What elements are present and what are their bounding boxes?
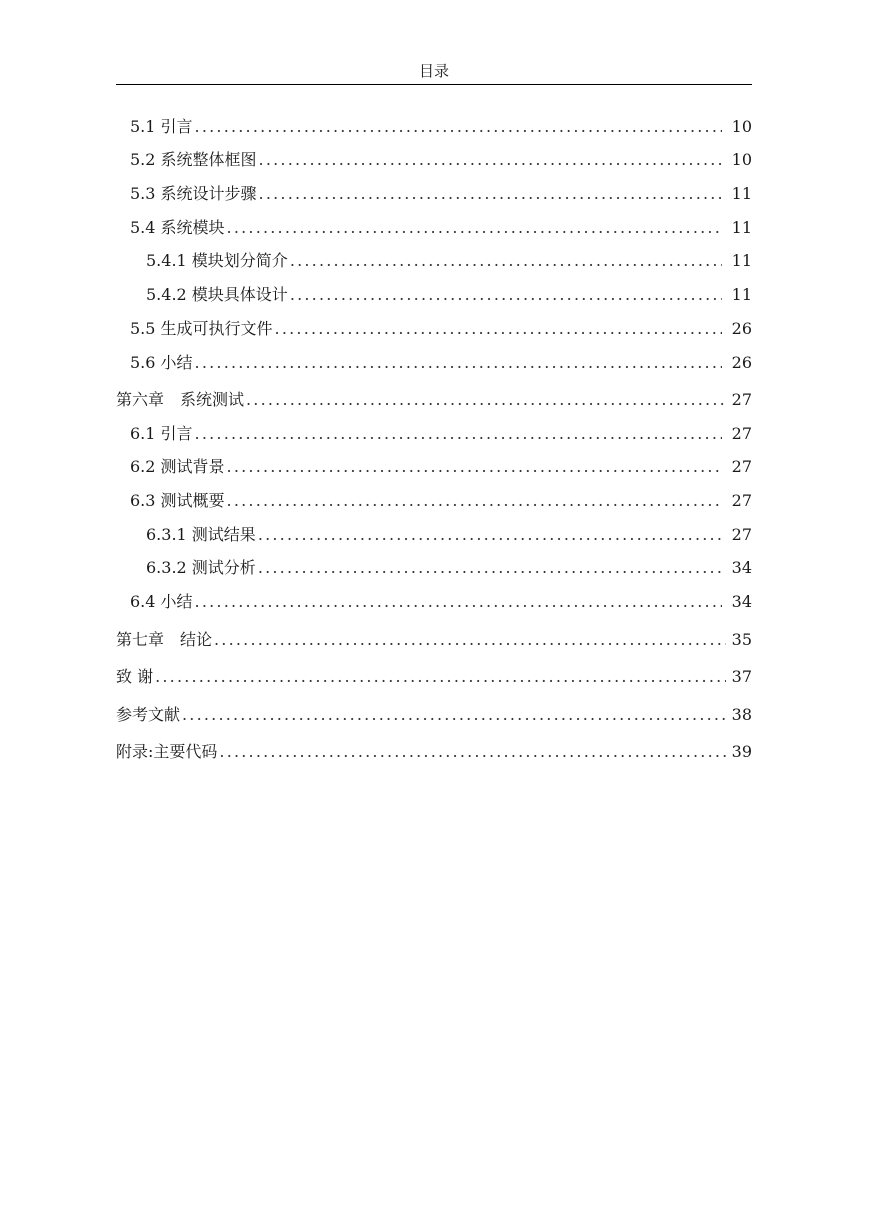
toc-leader-dots — [275, 318, 722, 340]
toc-leader-dots — [290, 284, 722, 306]
toc-leader-dots — [246, 389, 726, 411]
toc-chapter-entry[interactable] — [116, 651, 752, 689]
toc-entry-title: 第六章 系统测试 — [116, 390, 245, 409]
toc-entry[interactable] — [116, 445, 752, 479]
toc-entry-title: 致 谢 — [116, 667, 154, 687]
table-of-contents — [116, 104, 752, 763]
page-header — [116, 58, 752, 85]
toc-entry-title: 参考文献 — [116, 704, 181, 724]
toc-chapter-entry[interactable] — [116, 613, 752, 651]
toc-entry-page: 10 — [731, 116, 752, 136]
toc-entry[interactable] — [116, 171, 752, 205]
toc-entry-page: 27 — [731, 524, 752, 544]
toc-entry[interactable] — [116, 306, 752, 340]
toc-entry-title: 5.4.2 模块具体设计 — [146, 285, 288, 305]
toc-entry[interactable] — [116, 272, 752, 306]
toc-entry-title: 附录:主要代码 — [116, 742, 218, 762]
toc-entry-page: 26 — [731, 318, 752, 338]
toc-entry-page: 34 — [731, 592, 752, 612]
toc-entry-title: 6.2 测试背景 — [130, 457, 225, 477]
toc-entry-page: 39 — [731, 742, 752, 762]
toc-entry-page: 11 — [731, 184, 752, 204]
toc-entry-page: 34 — [731, 558, 752, 578]
toc-entry-page: 11 — [731, 251, 752, 271]
toc-leader-dots — [227, 456, 722, 478]
toc-leader-dots — [258, 557, 722, 579]
toc-leader-dots — [227, 490, 722, 512]
toc-entry-page: 38 — [731, 704, 752, 724]
toc-leader-dots — [290, 250, 722, 272]
toc-entry-title: 5.1 引言 — [130, 116, 193, 136]
toc-leader-dots — [219, 741, 725, 763]
toc-entry-page: 11 — [731, 217, 752, 237]
toc-entry-page: 27 — [731, 457, 752, 477]
toc-entry-title: 5.6 小结 — [130, 352, 193, 372]
toc-leader-dots — [182, 704, 726, 726]
toc-leader-dots — [195, 116, 722, 138]
toc-entry-page: 27 — [731, 423, 752, 443]
toc-entry-page: 27 — [731, 390, 752, 409]
toc-entry-title: 6.1 引言 — [130, 423, 193, 443]
toc-entry-title: 6.3 测试概要 — [130, 491, 225, 511]
toc-entry-page: 35 — [731, 629, 752, 649]
page-header-title: 目录 — [418, 62, 449, 80]
toc-leader-dots — [155, 666, 726, 688]
toc-entry-page: 27 — [731, 491, 752, 511]
toc-chapter-entry[interactable] — [116, 726, 752, 764]
toc-entry[interactable] — [116, 104, 752, 138]
toc-entry[interactable] — [116, 546, 752, 580]
toc-leader-dots — [227, 217, 722, 239]
toc-entry-title: 6.3.1 测试结果 — [146, 524, 256, 544]
toc-leader-dots — [214, 629, 726, 651]
toc-entry-page: 37 — [731, 667, 752, 687]
toc-entry[interactable] — [116, 411, 752, 445]
toc-chapter-entry[interactable] — [116, 374, 752, 412]
toc-entry-page: 26 — [731, 352, 752, 372]
toc-leader-dots — [195, 591, 722, 613]
toc-entry[interactable] — [116, 512, 752, 546]
toc-entry-title: 5.4 系统模块 — [130, 217, 225, 237]
toc-entry-title: 5.4.1 模块划分简介 — [146, 251, 288, 271]
toc-entry[interactable] — [116, 478, 752, 512]
toc-entry[interactable] — [116, 205, 752, 239]
toc-entry-title: 6.4 小结 — [130, 592, 193, 612]
toc-leader-dots — [195, 423, 722, 445]
toc-entry-title: 5.5 生成可执行文件 — [130, 318, 273, 338]
toc-entry[interactable] — [116, 239, 752, 273]
toc-leader-dots — [259, 183, 722, 205]
toc-entry[interactable] — [116, 579, 752, 613]
toc-entry-title: 第七章 结论 — [116, 629, 213, 649]
toc-entry-page: 10 — [731, 150, 752, 170]
toc-leader-dots — [195, 352, 722, 374]
toc-leader-dots — [258, 524, 722, 546]
toc-entry-page: 11 — [731, 285, 752, 305]
toc-entry[interactable] — [116, 340, 752, 374]
toc-entry-title: 5.3 系统设计步骤 — [130, 184, 257, 204]
toc-entry[interactable] — [116, 138, 752, 172]
toc-entry-title: 6.3.2 测试分析 — [146, 558, 256, 578]
toc-entry-title: 5.2 系统整体框图 — [130, 150, 257, 170]
toc-chapter-entry[interactable] — [116, 688, 752, 726]
toc-leader-dots — [259, 149, 722, 171]
